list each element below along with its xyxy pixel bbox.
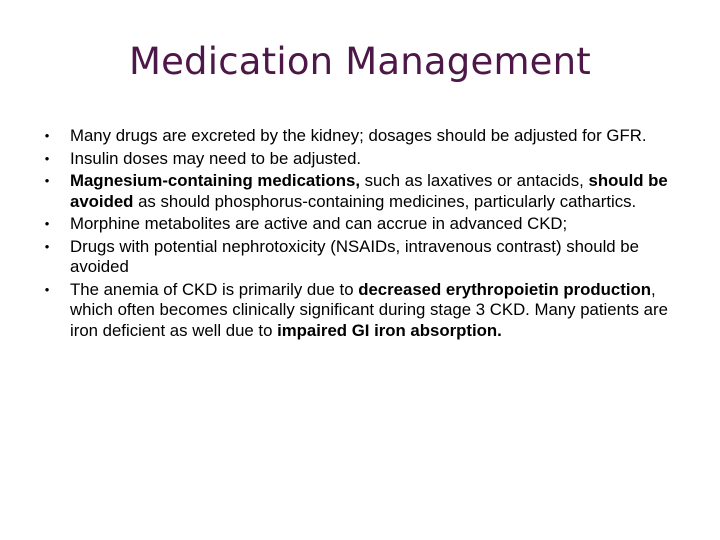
bullet-text: such as laxatives or antacids, (359, 171, 589, 190)
bullet-item-insulin (40, 149, 690, 170)
bullet-icon: • (44, 281, 50, 297)
bullet-bold-text: decreased erythropoietin production (358, 279, 651, 299)
bullet-text: Drugs with potential nephrotoxicity (NSAIDs, intravenous contrast) should be avoided (70, 236, 639, 276)
slide-title: Medication Management (128, 40, 592, 83)
bullet-icon: • (44, 173, 50, 188)
bullet-text: Morphine metabolites are active and can accrue in advanced CKD; (70, 214, 568, 233)
bullet-bold-text: Magnesium-containing medications, (70, 171, 360, 190)
bullet-text: The anemia of CKD is primarily due to (70, 279, 359, 299)
bullet-text: as should phosphorus-containing medicines, particularly cathartics. (133, 191, 637, 211)
bullet-item-anemia (40, 280, 690, 342)
bullet-item-drug-dosing (40, 126, 690, 147)
bullet-bold-text: impaired GI iron absorption. (277, 320, 502, 340)
bullet-list (40, 126, 690, 343)
bullet-bold-text: should be avoided (70, 171, 668, 211)
bullet-icon: • (44, 216, 50, 231)
bullet-item-morphine (40, 214, 690, 235)
bullet-text: Insulin doses may need to be adjusted. (70, 148, 362, 168)
bullet-item-nephrotoxicity (40, 237, 690, 278)
bullet-icon: • (44, 238, 50, 254)
bullet-icon: • (44, 150, 50, 166)
bullet-text: Many drugs are excreted by the kidney; dosages should be adjusted for GFR. (70, 126, 647, 145)
bullet-text: , which often becomes clinically significant during stage 3 CKD. Many patients are iron deficient as well due to (70, 279, 668, 340)
bullet-icon: • (44, 128, 50, 143)
bullet-item-magnesium (40, 171, 690, 212)
